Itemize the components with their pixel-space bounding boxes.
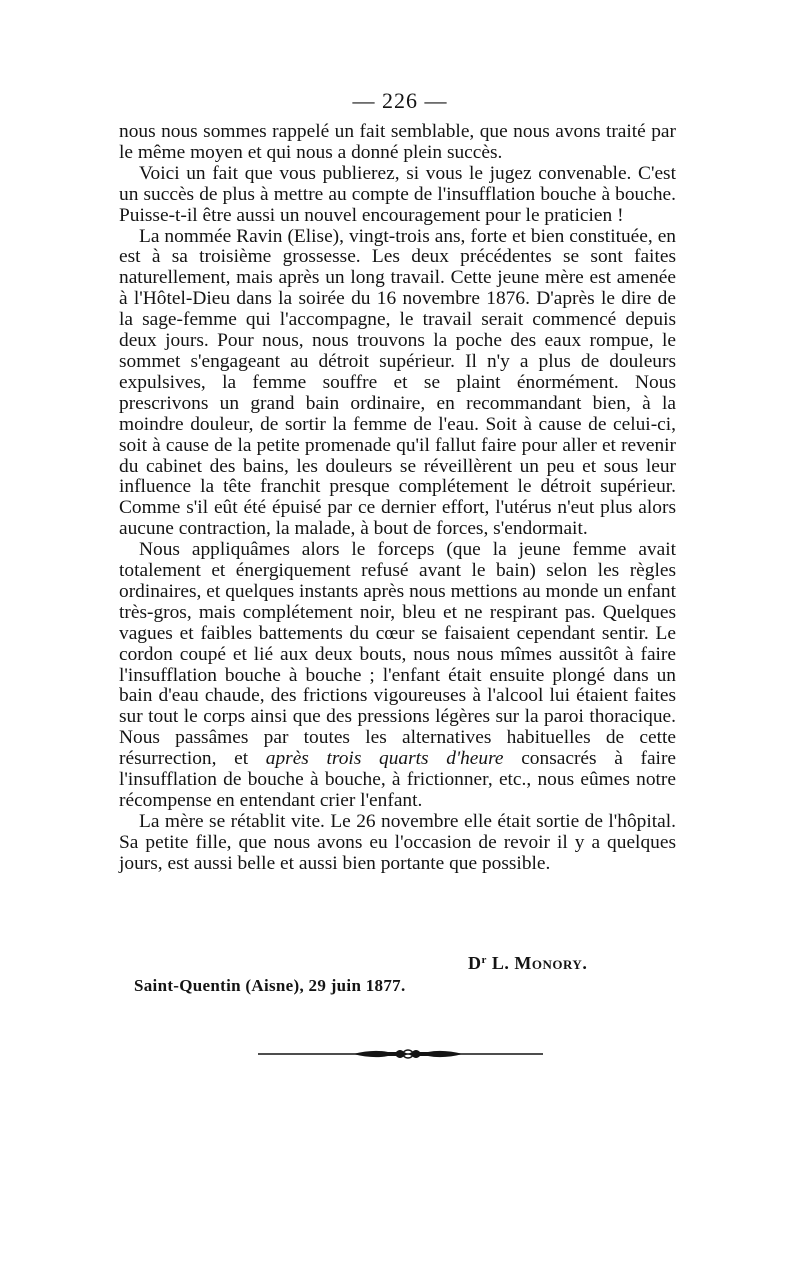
author-signature	[468, 953, 587, 974]
paragraph-4-text-before: Nous appliquâmes alors le forceps (que la jeune femme avait totalement et énergiquement refusé avant le bain) selon les règles ordinaires, et quelques instants après nous mettions au monde un enfant très-gros, mais complétement noir, bleu et ne respirant pas. Quelques vagues et faibles battements du cœur se faisaient cependant sentir. Le cordon coupé et lié aux deux bouts, nous nous mîmes aussitôt à faire l'insufflation bouche à bouche ; l'enfant était ensuite plongé dans un bain d'eau chaude, des frictions vigoureuses à l'alcool lui étaient faites sur tout le corps ainsi que des pressions légères sur la paroi thoracique. Nous passâmes par toutes les alternatives habituelles de cette résurrection, et	[119, 539, 676, 770]
place-and-date: Saint-Quentin (Aisne), 29 juin 1877.	[134, 976, 406, 995]
body-text	[119, 122, 676, 875]
signature-name: L. Monory.	[491, 953, 588, 973]
paragraph-2: Voici un fait que vous publierez, si vous le jugez convenable. C'est un succès de plus à mettre au compte de l'insufflation bouche à bouche. Puisse-t-il être aussi un nouvel encouragement pour le praticien !	[119, 162, 676, 226]
page-number: — 226 —	[352, 88, 448, 113]
paragraph-4-text-after: consacrés à faire l'insufflation de bouche à bouche, à frictionner, etc., nous eûmes notre récompense en entendant crier l'enfant.	[119, 748, 677, 811]
signature-title-superscript: r	[481, 954, 487, 966]
paragraph-5: La mère se rétablit vite. Le 26 novembre elle était sortie de l'hôpital. Sa petite fille, que nous avons eu l'occasion de revoir il y a quelques jours, est aussi belle et aussi bien portante que possible.	[119, 810, 676, 874]
paragraph-3: La nommée Ravin (Elise), vingt-trois ans, forte et bien constituée, en est à sa troisième grossesse. Les deux précédentes se sont faites naturellement, mais après un long travail. Cette jeune mère est amenée à l'Hôtel-Dieu dans la soirée du 16 novembre 1876. D'après le dire de la sage-femme qui l'accompagne, le travail serait commencé depuis deux jours. Pour nous, nous trouvons la poche des eaux rompue, le sommet s'engageant au détroit supérieur. Il n'y a plus de douleurs expulsives, la femme souffre et se plaint énormément. Nous prescrivons un grand bain ordinaire, en recommandant bien, à la moindre douleur, de sortir la femme de l'eau. Soit à cause de celui-ci, soit à cause de la petite promenade qu'il fallut faire pour aller et revenir du cabinet des bains, les douleurs se réveillèrent un peu et sous leur influence la tête franchit presque complétement le détroit supérieur. Comme s'il eût été épuisé par ce dernier effort, l'utérus n'eut plus alors aucune contraction, la malade, à bout de forces, s'endormait.	[119, 225, 676, 540]
paragraph-1: nous nous sommes rappelé un fait semblable, que nous avons traité par le même moyen et qui nous a donné plein succès.	[119, 121, 676, 163]
signature-title: D	[468, 953, 482, 973]
ornamental-divider	[258, 1047, 543, 1061]
paragraph-4-italic-phrase: après trois quarts d'heure	[265, 748, 504, 770]
paragraph-4	[119, 540, 676, 812]
